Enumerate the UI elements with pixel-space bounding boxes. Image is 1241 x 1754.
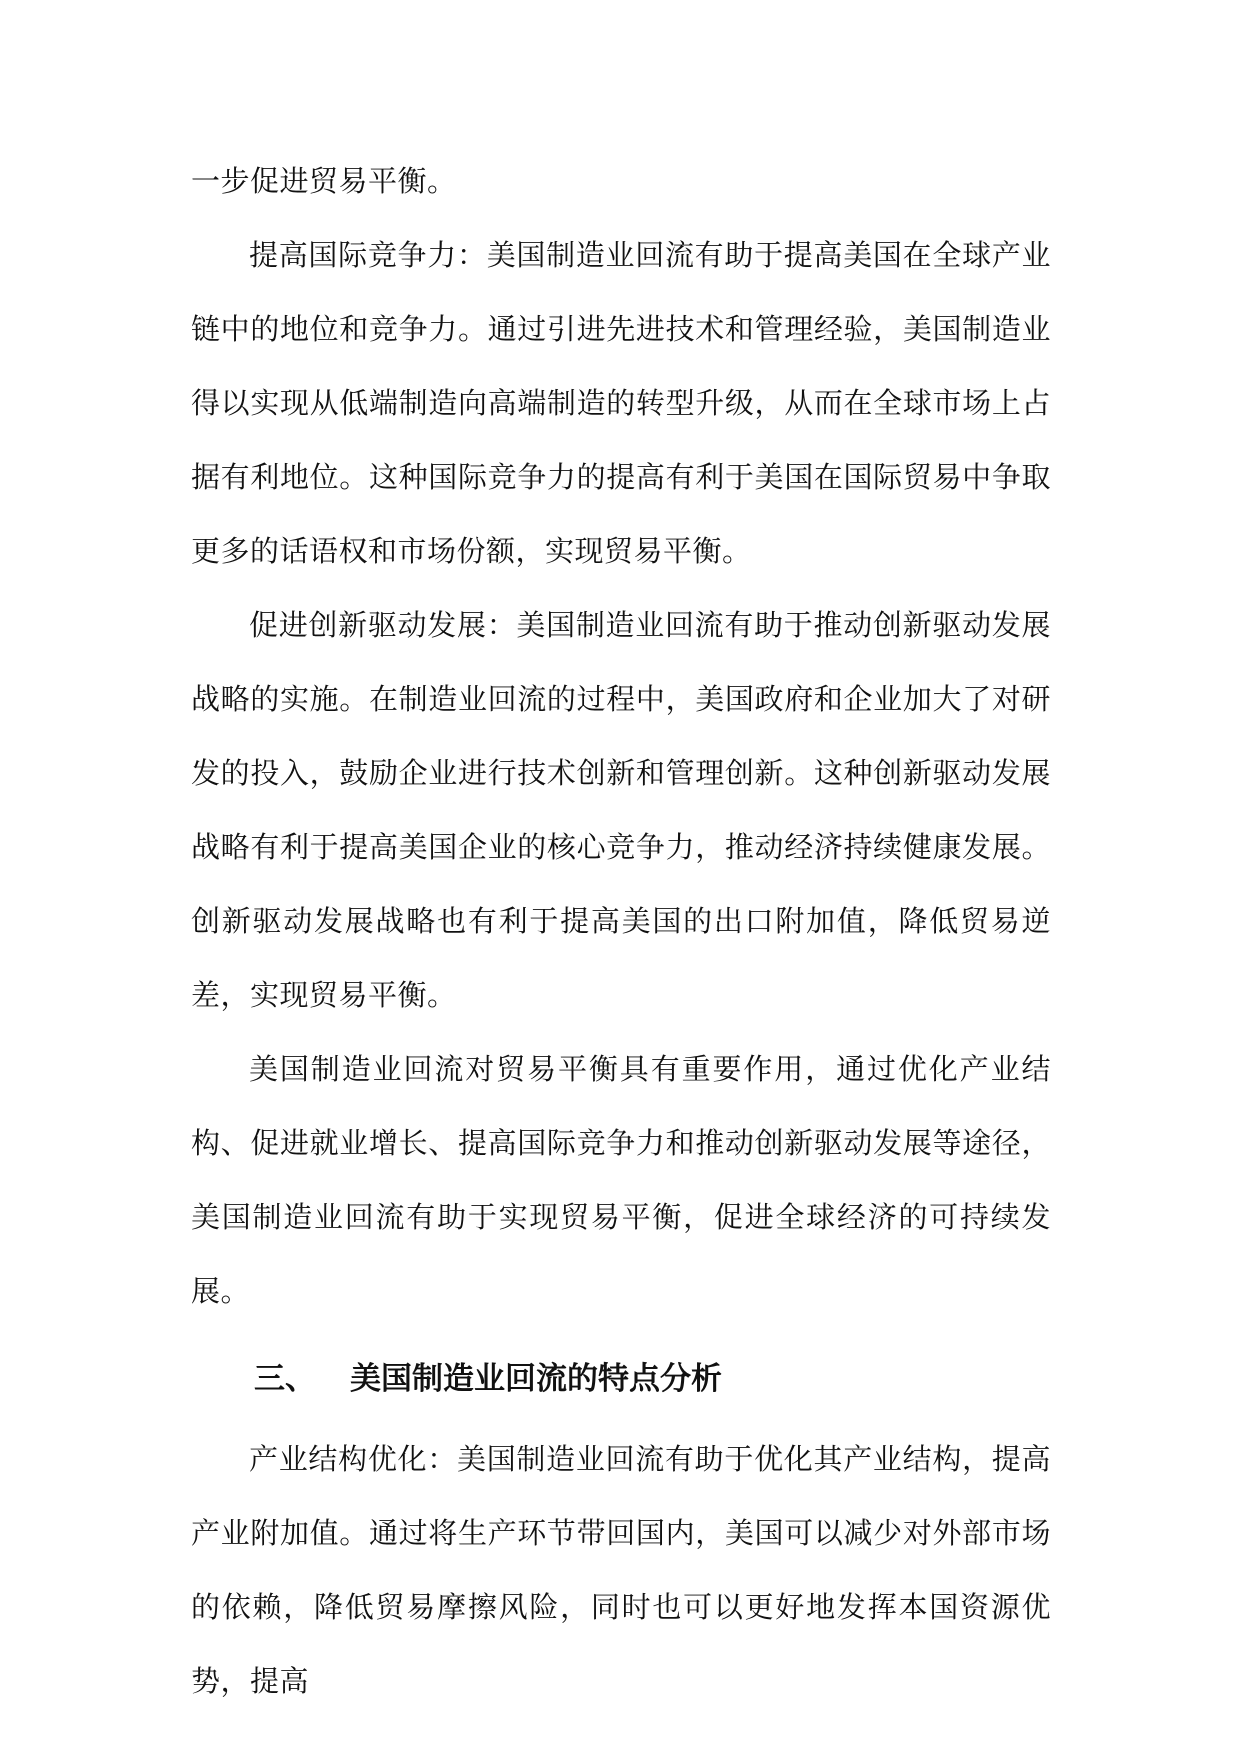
paragraph-industrial-structure: 产业结构优化：美国制造业回流有助于优化其产业结构，提高产业附加值。通过将生产环节带回国内，美国可以减少对外部市场的依赖，降低贸易摩擦风险，同时也可以更好地发挥本国资源优势，提高 <box>191 1442 1051 1698</box>
section-title: 美国制造业回流的特点分析 <box>350 1361 722 1397</box>
paragraph-summary: 美国制造业回流对贸易平衡具有重要作用，通过优化产业结构、促进就业增长、提高国际竞争力和推动创新驱动发展等途径，美国制造业回流有助于实现贸易平衡，促进全球经济的可持续发展。 <box>191 1052 1051 1308</box>
section-number: 三、 <box>254 1361 316 1397</box>
section-heading <box>191 1342 1051 1416</box>
paragraph-international-competitiveness: 提高国际竞争力：美国制造业回流有助于提高美国在全球产业链中的地位和竞争力。通过引进先进技术和管理经验，美国制造业得以实现从低端制造向高端制造的转型升级，从而在全球市场上占据有利地位。这种国际竞争力的提高有利于美国在国际贸易中争取更多的话语权和市场份额，实现贸易平衡。 <box>191 238 1051 568</box>
document-body <box>191 144 1051 1718</box>
paragraph-innovation-driven-development: 促进创新驱动发展：美国制造业回流有助于推动创新驱动发展战略的实施。在制造业回流的过程中，美国政府和企业加大了对研发的投入，鼓励企业进行技术创新和管理创新。这种创新驱动发展战略有利于提高美国企业的核心竞争力，推动经济持续健康发展。创新驱动发展战略也有利于提高美国的出口附加值，降低贸易逆差，实现贸易平衡。 <box>191 608 1051 1012</box>
paragraph-continuation: 一步促进贸易平衡。 <box>191 164 457 198</box>
